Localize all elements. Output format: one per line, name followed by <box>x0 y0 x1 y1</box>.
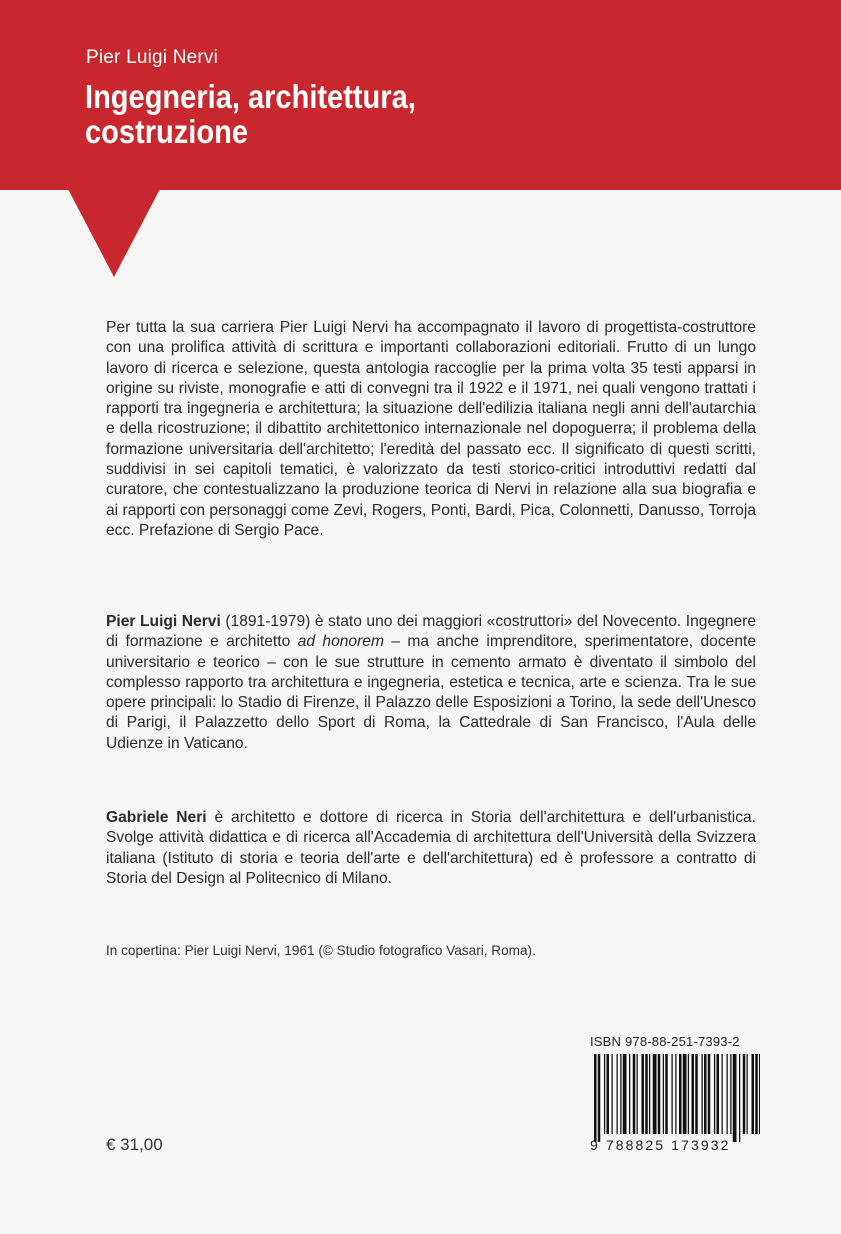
author-bio-italic: ad honorem <box>297 633 384 651</box>
barcode-bar <box>747 1054 748 1134</box>
barcode-bar <box>637 1054 638 1134</box>
barcode-bar <box>739 1054 740 1142</box>
author-bio <box>106 612 756 754</box>
barcode-bar <box>695 1054 698 1134</box>
barcode-bar <box>663 1054 664 1134</box>
barcode-bar <box>722 1054 723 1134</box>
barcode-bar <box>733 1054 737 1142</box>
barcode-bar <box>759 1054 760 1134</box>
author-bio-name: Pier Luigi Nervi <box>106 613 221 630</box>
editor-bio <box>106 808 756 889</box>
barcode-bar <box>704 1054 707 1134</box>
barcode-bar <box>688 1054 689 1134</box>
barcode-bar <box>755 1054 758 1134</box>
author-bio-text-b: – ma anche imprenditore, sperimentatore, docente universitario e teorico – con le sue strutture in cemento armato è diventato il simbolo del complesso rapporto tra architettura e ingegneria, estetica e tecnica, arte e scienza. Tra le sue opere principali: lo Stadio di Firenze, il Palazzo delle Esposizioni a Torino, la sede dell'Unesco di Parigi, il Palazzetto dello Sport di Roma, la Cattedrale di San Francisco, l'Aula delle Udienze in Vaticano. <box>106 633 756 752</box>
barcode-bar <box>594 1054 597 1142</box>
barcode-bar <box>653 1054 657 1134</box>
barcode-bar <box>743 1054 746 1134</box>
book-title <box>85 80 701 149</box>
barcode-bar <box>658 1054 661 1134</box>
barcode-bar <box>607 1054 610 1134</box>
barcode-bar <box>708 1054 711 1134</box>
barcode-bar <box>633 1054 636 1134</box>
barcode-bar <box>598 1054 601 1142</box>
editor-bio-text: è architetto e dottore di ricerca in Storia dell'architettura e dell'urbanistica. Svolge attività didattica e di ricerca all'Accademia di architettura dell'Università della Svizzera italiana (Istituto di storia e teoria dell'arte e dell'architettura) ed è professore a contratto di Storia del Design al Politecnico di Milano. <box>106 809 756 887</box>
editor-bio-name: Gabriele Neri <box>106 809 207 826</box>
barcode-bar <box>620 1054 621 1134</box>
barcode-bar <box>612 1054 613 1134</box>
barcode-digits: 9 788825 173932 <box>590 1137 731 1153</box>
header-notch <box>68 189 160 277</box>
cover-credit: In copertina: Pier Luigi Nervi, 1961 (© Studio fotografico Vasari, Roma). <box>106 943 536 958</box>
barcode-bar <box>672 1054 673 1134</box>
barcode-bar <box>702 1054 703 1134</box>
barcode-bars <box>594 1054 760 1142</box>
barcode-bar <box>649 1054 650 1134</box>
price-label: € 31,00 <box>106 1135 163 1154</box>
barcode-bar <box>604 1054 605 1134</box>
barcode-bar <box>730 1054 731 1134</box>
barcode-bar <box>675 1054 676 1134</box>
barcode-bar <box>617 1054 618 1134</box>
barcode-bar <box>679 1054 682 1134</box>
barcode-bar <box>717 1054 720 1134</box>
barcode-block <box>590 1034 762 1156</box>
book-title-line-1: Ingegneria, architettura, <box>85 78 416 115</box>
blurb-intro: Per tutta la sua carriera Pier Luigi Nervi ha accompagnato il lavoro di progettista-costruttore con una prolifica attività di scrittura e importanti collaborazioni editoriali. Frutto di un lungo lavoro di ricerca e selezione, questa antologia raccoglie per la prima volta 35 testi apparsi in origine su riviste, monografie e atti di convegni tra il 1922 e il 1971, nei quali vengono trattati i rapporti tra ingegneria e architettura; la situazione dell'edilizia italiana negli anni dell'autarchia e della ricostruzione; il dibattito architettonico internazionale nel dopoguerra; il problema della formazione universitaria dell'architetto; l'eredità del passato ecc. Il significato di questi scritti, suddivisi in sei capitoli tematici, è valorizzato da testi storico-critici introduttivi redatti dal curatore, che contestualizzano la produzione teorica di Nervi in relazione alla sua biografia e ai rapporti con personaggi come Zevi, Rogers, Ponti, Bardi, Pica, Colonnetti, Danusso, Torroja ecc. Prefazione di Sergio Pace. <box>106 319 756 539</box>
barcode-bar <box>623 1054 627 1134</box>
barcode-bar <box>714 1054 715 1134</box>
author-bio-text-a: (1891-1979) è stato uno dei maggiori «costruttori» del Novecento. Ingegnere di formazione e architetto <box>106 613 757 651</box>
barcode-bar <box>683 1054 687 1134</box>
book-title-line-2: costruzione <box>85 112 248 150</box>
barcode-bar <box>727 1054 728 1134</box>
isbn-label: ISBN 978-88-251-7393-2 <box>590 1034 740 1049</box>
barcode-bar <box>752 1054 755 1134</box>
barcode-bar <box>665 1054 668 1134</box>
barcode-bar <box>692 1054 695 1134</box>
barcode-bar <box>629 1054 630 1134</box>
author-name: Pier Luigi Nervi <box>86 47 219 68</box>
barcode-bar <box>645 1054 648 1134</box>
barcode-bar <box>642 1054 645 1134</box>
